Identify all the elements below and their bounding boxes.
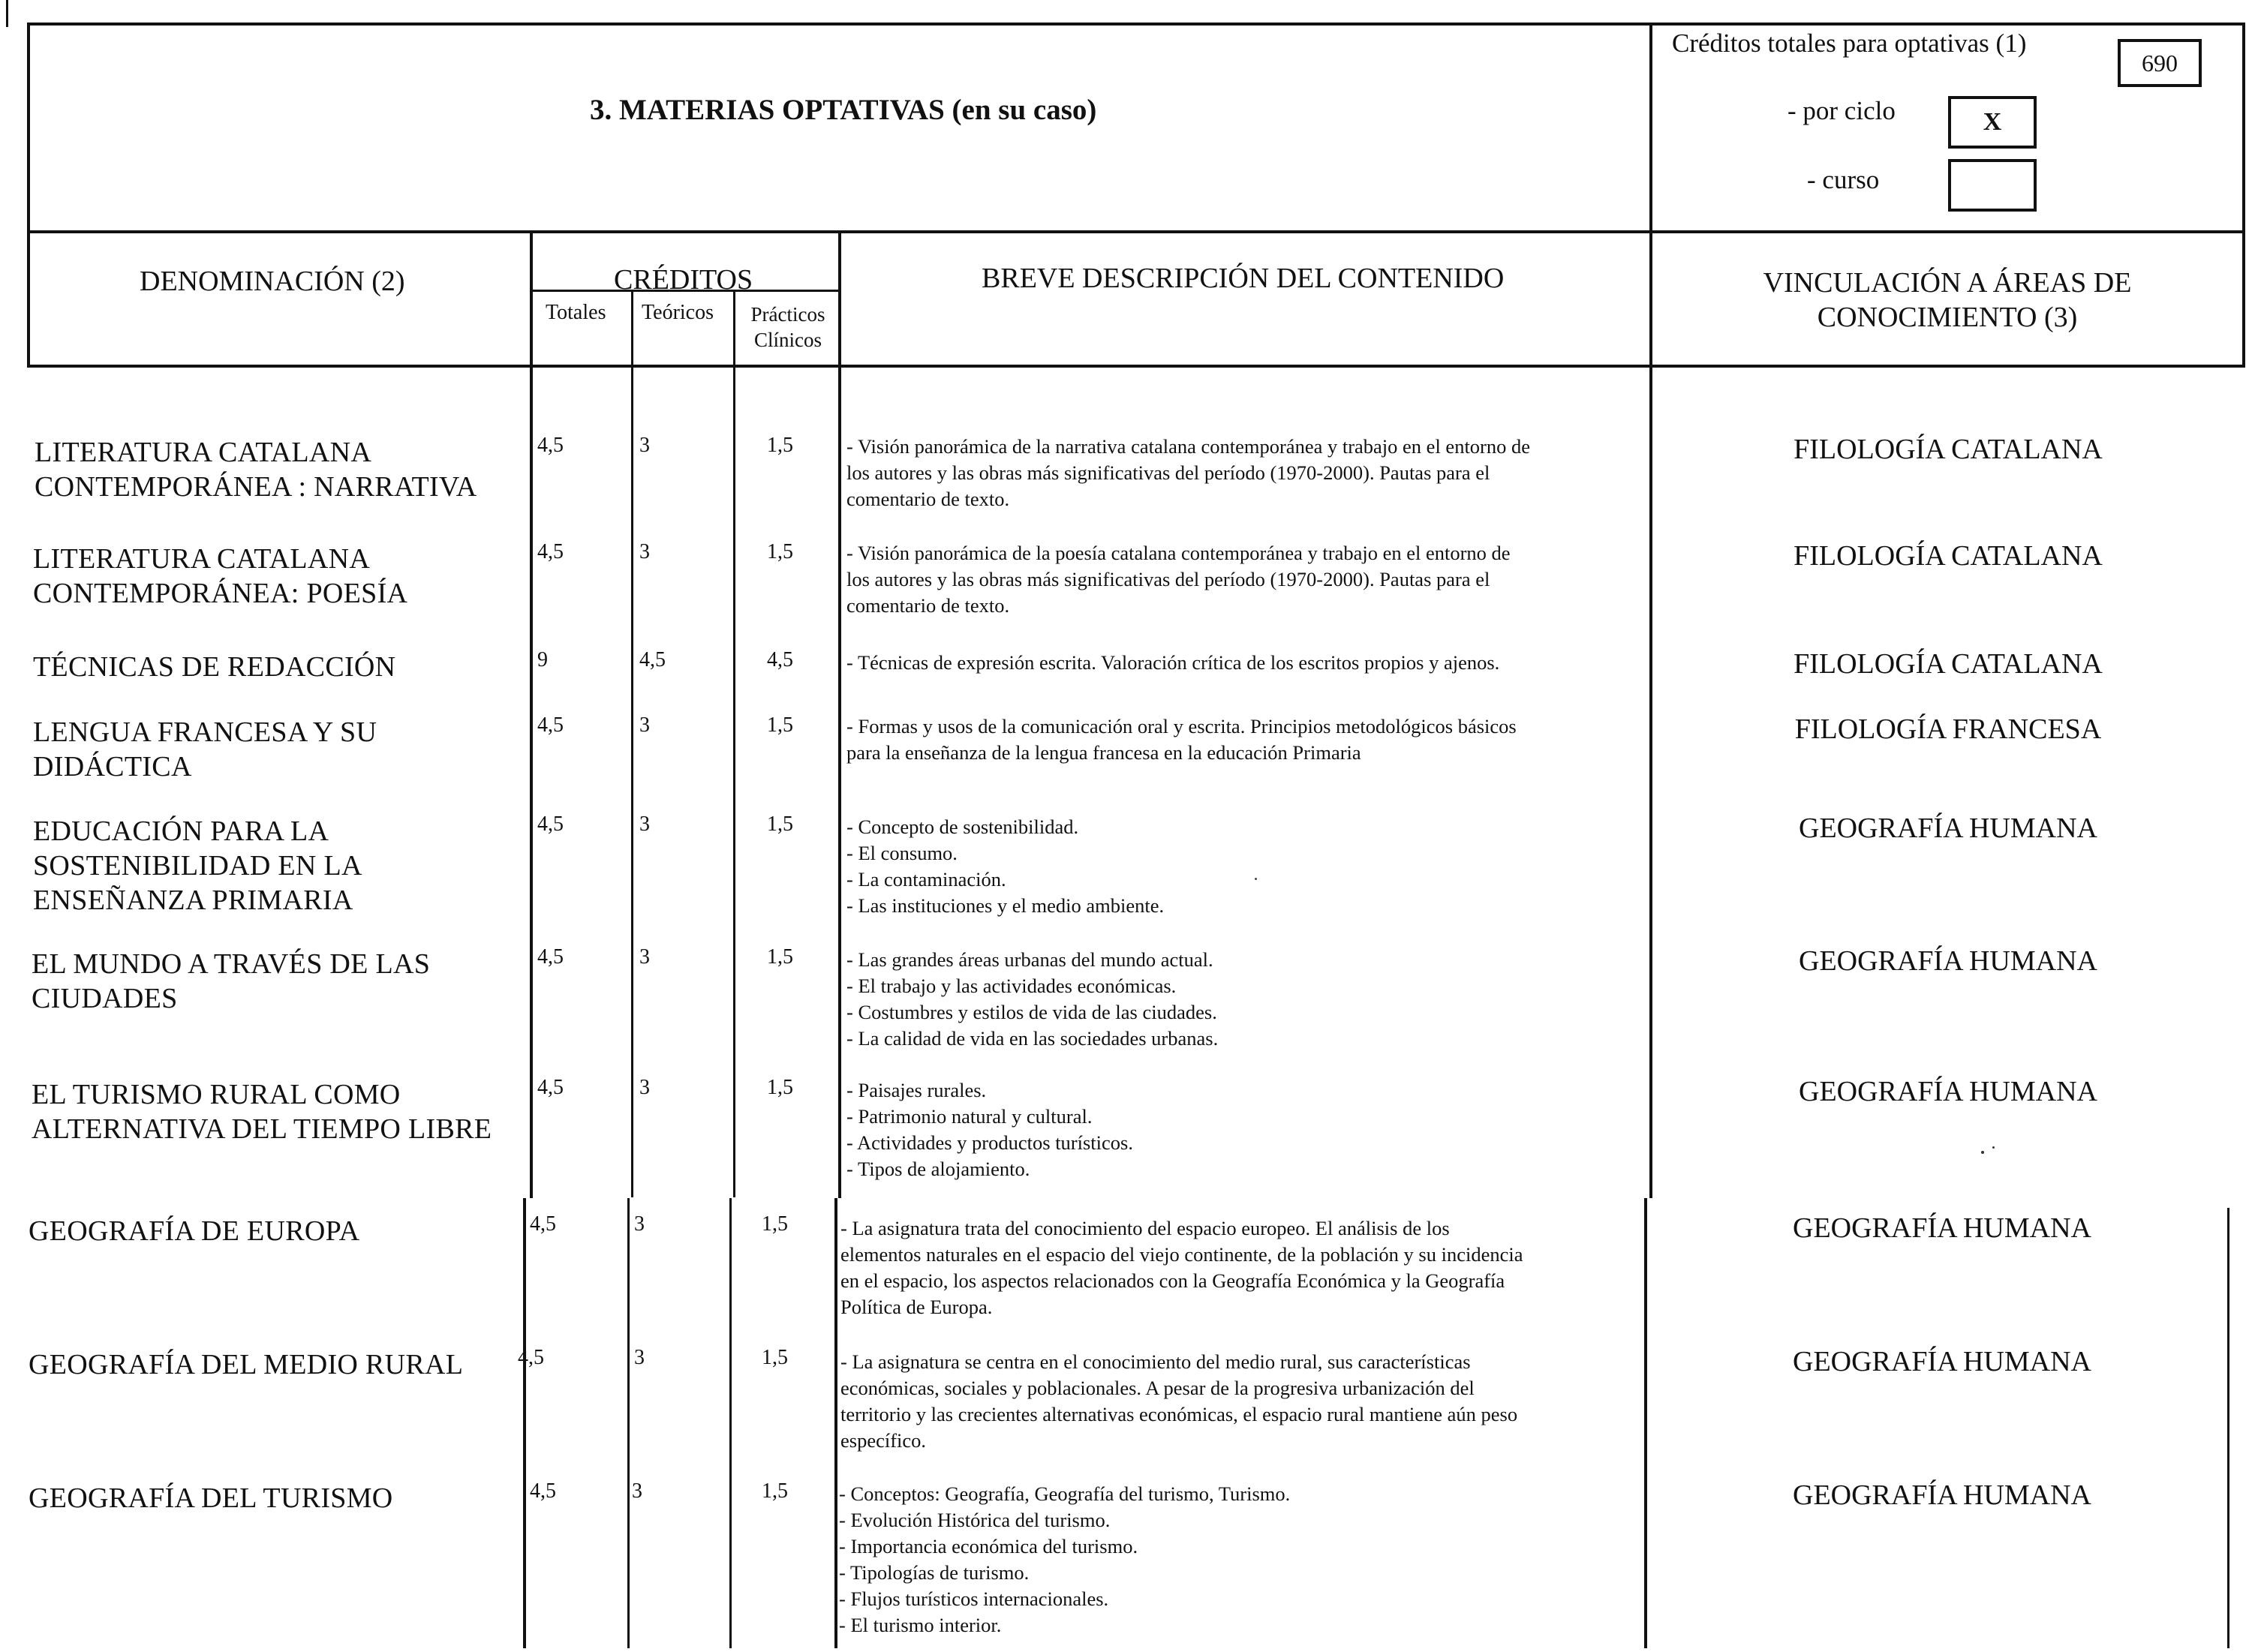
- description-line: - Patrimonio natural y cultural.: [846, 1105, 1093, 1128]
- subject-name: LENGUA FRANCESA Y SU DIDÁCTICA: [33, 716, 377, 782]
- credits-totales: 4,5: [537, 713, 564, 737]
- knowledge-area: GEOGRAFÍA HUMANA: [1793, 1212, 2091, 1244]
- description-line: - Las grandes áreas urbanas del mundo actual.: [846, 948, 1213, 971]
- col-totales: Totales: [546, 301, 606, 324]
- credits-practicos: 1,5: [762, 1479, 788, 1503]
- credits-practicos: 1,5: [767, 945, 793, 969]
- description-line: - Las instituciones y el medio ambiente.: [846, 894, 1165, 917]
- scan-dot: [1981, 1151, 1984, 1154]
- subject-description: [846, 1077, 1624, 1182]
- credits-totales: 4,5: [537, 434, 564, 457]
- col-line-4: [838, 230, 841, 1198]
- knowledge-area: FILOLOGÍA CATALANA: [1793, 648, 2103, 680]
- credits-teoricos: 3: [634, 1346, 645, 1369]
- description-line: - Flujos turísticos internacionales.: [839, 1587, 1109, 1610]
- description-line: comentario de texto.: [846, 488, 1010, 510]
- description-line: - Concepto de sostenibilidad.: [846, 815, 1079, 838]
- scan-dot: [1992, 1146, 1995, 1149]
- description-line: los autores y las obras más significativas del período (1970-2000). Pautas para el: [846, 568, 1490, 590]
- credits-totales: 4,5: [530, 1479, 556, 1503]
- curso-label: - curso: [1807, 165, 1880, 194]
- description-line: Política de Europa.: [840, 1296, 993, 1318]
- credits-totales: 4,5: [537, 540, 564, 563]
- total-credits-value: 690: [2142, 49, 2178, 77]
- subject-name: GEOGRAFÍA DEL TURISMO: [29, 1482, 393, 1514]
- description-line: - Tipos de alojamiento.: [846, 1158, 1030, 1180]
- description-line: - El trabajo y las actividades económicas.: [846, 975, 1177, 997]
- credits-practicos: 4,5: [767, 648, 793, 671]
- subject-description: [839, 1481, 1616, 1638]
- description-line: específico.: [840, 1429, 927, 1452]
- subject-description: [846, 713, 1624, 766]
- description-line: para la enseñanza de la lengua francesa en la educación Primaria: [846, 741, 1361, 764]
- total-credits-label: Créditos totales para optativas (1): [1672, 29, 2027, 58]
- credits-teoricos: 3: [632, 1479, 642, 1503]
- subject-name: EL MUNDO A TRAVÉS DE LAS CIUDADES: [32, 948, 431, 1014]
- knowledge-area: FILOLOGÍA FRANCESA: [1794, 713, 2102, 745]
- border-top: [27, 23, 2245, 26]
- por-ciclo-box: [1948, 96, 2037, 149]
- col-line-1b: [523, 1198, 526, 1648]
- col-line-2: [631, 290, 633, 1197]
- knowledge-area: FILOLOGÍA CATALANA: [1793, 540, 2103, 572]
- description-line: - Actividades y productos turísticos.: [846, 1131, 1133, 1154]
- col-teoricos: Teóricos: [642, 301, 714, 324]
- credits-practicos: 1,5: [762, 1346, 788, 1369]
- credits-practicos: 1,5: [767, 713, 793, 737]
- col-line-1: [530, 230, 533, 1198]
- description-line: - La contaminación.: [846, 868, 1006, 891]
- col-line-3: [733, 290, 735, 1197]
- knowledge-area: GEOGRAFÍA HUMANA: [1799, 812, 2097, 844]
- description-line: - Formas y usos de la comunicación oral y escrita. Principios metodológicos básicos: [846, 715, 1517, 737]
- description-line: - Evolución Histórica del turismo.: [839, 1509, 1111, 1531]
- credits-practicos: 1,5: [767, 434, 793, 457]
- knowledge-area: GEOGRAFÍA HUMANA: [1799, 945, 2097, 977]
- description-line: - Costumbres y estilos de vida de las ciudades.: [846, 1001, 1217, 1023]
- description-line: - Visión panorámica de la narrativa catalana contemporánea y trabajo en el entorno de: [846, 435, 1531, 458]
- credits-teoricos: 3: [639, 713, 650, 737]
- col-vinculacion: VINCULACIÓN A ÁREAS DE CONOCIMIENTO (3): [1763, 267, 2132, 333]
- col-denominacion: DENOMINACIÓN (2): [140, 266, 405, 297]
- description-line: - El turismo interior.: [839, 1614, 1002, 1636]
- description-line: - La calidad de vida en las sociedades urbanas.: [846, 1027, 1219, 1050]
- subject-description: [846, 814, 1624, 919]
- subject-name: TÉCNICAS DE REDACCIÓN: [33, 651, 396, 683]
- credits-teoricos: 3: [639, 540, 650, 563]
- subject-description: [846, 540, 1624, 619]
- section-title: 3. MATERIAS OPTATIVAS (en su caso): [590, 94, 1097, 126]
- por-ciclo-label: - por ciclo: [1787, 96, 1896, 125]
- col-practicos: Prácticos Clínicos: [750, 303, 825, 351]
- subject-description: [846, 947, 1624, 1052]
- subject-name: GEOGRAFÍA DE EUROPA: [29, 1215, 360, 1247]
- curso-box: [1948, 159, 2037, 212]
- credits-teoricos: 4,5: [639, 648, 666, 671]
- description-line: - Tipologías de turismo.: [839, 1561, 1030, 1584]
- subject-name: EL TURISMO RURAL COMO ALTERNATIVA DEL TIEMPO LIBRE: [32, 1079, 492, 1145]
- border-left: [27, 23, 30, 368]
- col-line-right-low: [2227, 1208, 2229, 1648]
- knowledge-area: GEOGRAFÍA HUMANA: [1799, 1076, 2097, 1107]
- subject-name: EDUCACIÓN PARA LA SOSTENIBILIDAD EN LA ENSEÑANZA PRIMARIA: [33, 815, 362, 916]
- header-divider: [1649, 23, 1652, 233]
- col-line-3b: [729, 1198, 732, 1648]
- subject-name: LITERATURA CATALANA CONTEMPORÁNEA : NARRATIVA: [35, 437, 477, 503]
- description-line: territorio y las crecientes alternativas económicas, el espacio rural mantiene aún peso: [840, 1403, 1518, 1425]
- description-line: - Visión panorámica de la poesía catalana contemporánea y trabajo en el entorno de: [846, 542, 1511, 564]
- col-descripcion: BREVE DESCRIPCIÓN DEL CONTENIDO: [982, 263, 1505, 294]
- description-line: - La asignatura trata del conocimiento del espacio europeo. El análisis de los: [840, 1217, 1450, 1239]
- description-line: - Técnicas de expresión escrita. Valoración crítica de los escritos propios y ajenos.: [846, 651, 1500, 674]
- credits-practicos: 1,5: [767, 540, 793, 563]
- scan-mark: [6, 0, 8, 27]
- credits-practicos: 1,5: [762, 1212, 788, 1236]
- por-ciclo-value: X: [1983, 108, 2002, 136]
- total-credits-box: [2118, 39, 2202, 87]
- description-line: comentario de texto.: [846, 594, 1010, 617]
- col-line-2b: [627, 1198, 630, 1648]
- credits-totales: 9: [537, 648, 548, 671]
- col-creditos: CRÉDITOS: [614, 264, 753, 296]
- credits-practicos: 1,5: [767, 1076, 793, 1099]
- description-line: elementos naturales en el espacio del viejo continente, de la población y su incidencia: [840, 1243, 1523, 1266]
- credits-totales: 4,5: [537, 812, 564, 836]
- subject-description: [840, 1349, 1618, 1454]
- credits-totales: 4,5: [530, 1212, 556, 1236]
- colheader-bottom: [27, 365, 2245, 368]
- subject-description: [840, 1215, 1618, 1320]
- description-line: económicas, sociales y poblacionales. A pesar de la progresiva urbanización del: [840, 1377, 1475, 1399]
- subject-description: [846, 650, 1624, 676]
- credits-totales: 4,5: [537, 1076, 564, 1099]
- knowledge-area: FILOLOGÍA CATALANA: [1793, 434, 2103, 465]
- description-line: - El consumo.: [846, 842, 958, 864]
- description-line: en el espacio, los aspectos relacionados con la Geografía Económica y la Geografía: [840, 1269, 1505, 1292]
- subject-description: [846, 434, 1624, 512]
- credits-totales: 4,5: [537, 945, 564, 969]
- scan-dot: [1255, 878, 1257, 880]
- credits-teoricos: 3: [639, 434, 650, 457]
- header-bottom: [27, 230, 2245, 233]
- description-line: - Importancia económica del turismo.: [839, 1535, 1138, 1557]
- description-line: - Paisajes rurales.: [846, 1079, 987, 1101]
- description-line: - Conceptos: Geografía, Geografía del turismo, Turismo.: [839, 1482, 1291, 1505]
- credits-teoricos: 3: [639, 1076, 650, 1099]
- col-line-4b: [834, 1198, 837, 1648]
- knowledge-area: GEOGRAFÍA HUMANA: [1793, 1479, 2091, 1511]
- subject-name: GEOGRAFÍA DEL MEDIO RURAL: [29, 1349, 464, 1380]
- credits-teoricos: 3: [634, 1212, 645, 1236]
- knowledge-area: GEOGRAFÍA HUMANA: [1793, 1346, 2091, 1377]
- subject-name: LITERATURA CATALANA CONTEMPORÁNEA: POESÍA: [33, 543, 408, 609]
- description-line: - La asignatura se centra en el conocimiento del medio rural, sus características: [840, 1350, 1471, 1373]
- credits-teoricos: 3: [639, 812, 650, 836]
- col-line-5b: [1644, 1198, 1647, 1648]
- description-line: los autores y las obras más significativas del período (1970-2000). Pautas para el: [846, 461, 1490, 484]
- credits-teoricos: 3: [639, 945, 650, 969]
- credits-practicos: 1,5: [767, 812, 793, 836]
- credits-totales: 4,5: [518, 1346, 544, 1369]
